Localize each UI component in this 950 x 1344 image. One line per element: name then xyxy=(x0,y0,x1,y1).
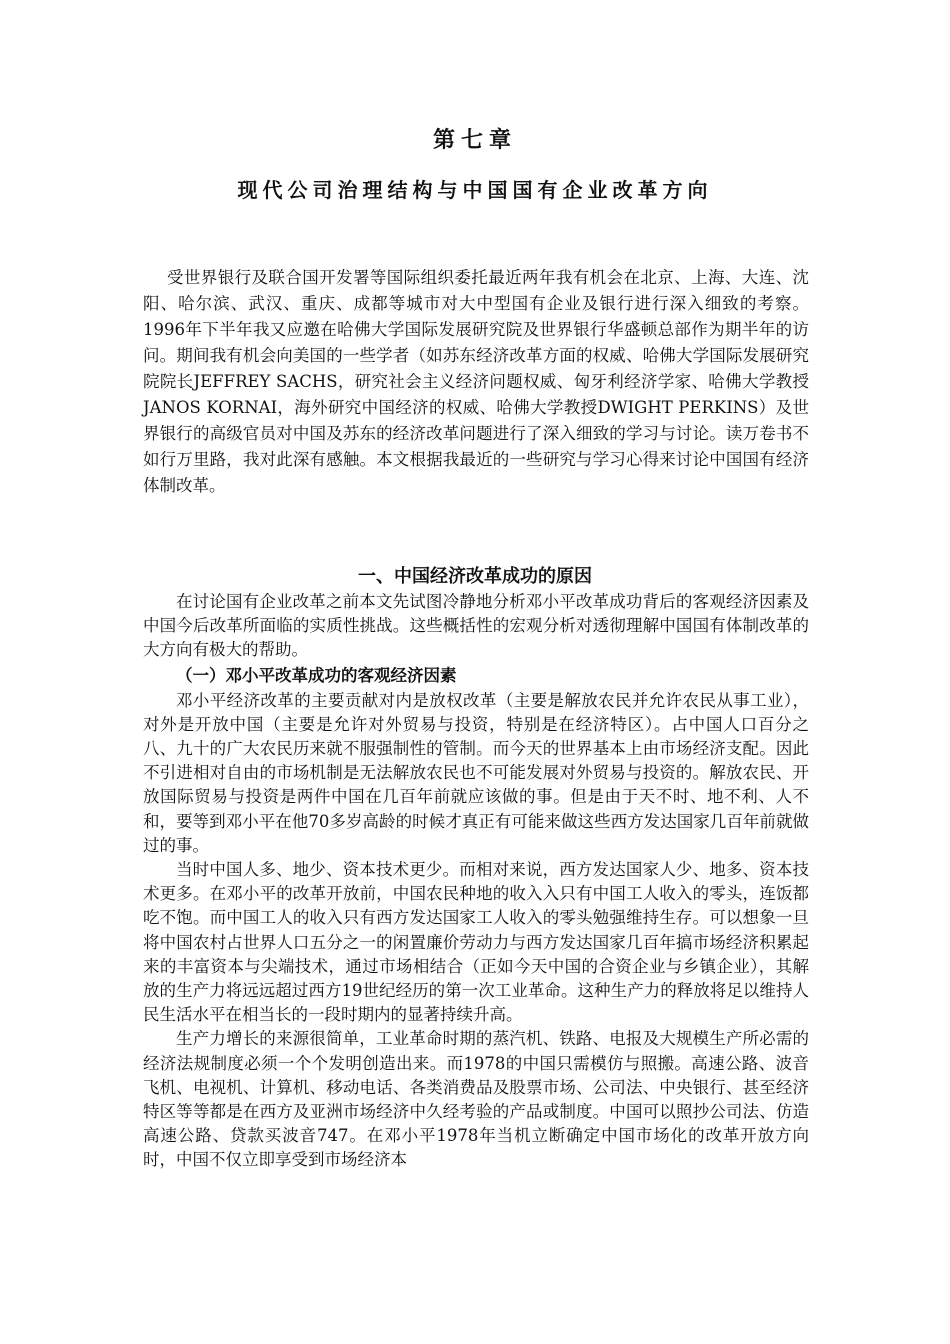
body-paragraph: 在讨论国有企业改革之前本文先试图冷静地分析邓小平改革成功背后的客观经济因素及中国今后改革所面临的实质性挑战。这些概括性的宏观分析对透彻理解中国国有体制改革的大方向有极大的帮助。 xyxy=(143,592,809,660)
subsection-heading: （一）邓小平改革成功的客观经济因素 xyxy=(176,665,457,685)
body-paragraph: 当时中国人多、地少、资本技术更少。而相对来说，西方发达国家人少、地多、资本技术更多。在邓小平的改革开放前，中国农民种地的收入入只有中国工人收入的零头，连饭都吃不饱。而中国工人的收入只有西方发达国家工人收入的零头勉强维持生存。可以想象一旦将中国农村占世界人口五分之一的闲置廉价劳动力与西方发达国家几百年搞市场经济积累起来的丰富资本与尖端技术，通过市场相结合（正如今天中国的合资企业与乡镇企业），其解放的生产力将远远超过西方19世纪经历的第一次工业革命。这种生产力的释放将足以维持人民生活水平在相当长的一段时期内的显著持续升高。 xyxy=(143,860,809,1025)
intro-paragraph: 受世界银行及联合国开发署等国际组织委托最近两年我有机会在北京、上海、大连、沈阳、哈尔滨、武汉、重庆、成都等城市对大中型国有企业及银行进行深入细致的考察。1996年下半年我又应邀在哈佛大学国际发展研究院及世界银行华盛顿总部作为期半年的访问。期间我有机会向美国的一些学者（如苏东经济改革方面的权威、哈佛大学国际发展研究院院长JEFFREY SACHS，研究社会主义经济问题权威、匈牙利经济学家、哈佛大学教授JANOS KORNAI，海外研究中国经济的权威、哈佛大学教授DWIGHT PERKINS）及世界银行的高级官员对中国及苏东的经济改革问题进行了深入细致的学习与讨论。读万卷书不如行万里路，我对此深有感触。本文根据我最近的一些研究与学习心得来讨论中国国有经济体制改革。 xyxy=(143,268,809,495)
body-paragraph: 邓小平经济改革的主要贡献对内是放权改革（主要是解放农民并允许农民从事工业），对外是开放中国（主要是允许对外贸易与投资，特别是在经济特区）。占中国人口百分之八、九十的广大农民历来就不服强制性的管制。而今天的世界基本上由市场经济支配。因此不引进相对自由的市场机制是无法解放农民也不可能发展对外贸易与投资的。解放农民、开放国际贸易与投资是两件中国在几百年前就应该做的事。但是由于天不时、地不利、人不和，要等到邓小平在他70多岁高龄的时候才真正有可能来做这些西方发达国家几百年前就做过的事。 xyxy=(143,690,809,855)
chapter-subtitle: 现代公司治理结构与中国国有企业改革方向 xyxy=(237,178,713,202)
body-paragraph: 生产力增长的来源很简单，工业革命时期的蒸汽机、铁路、电报及大规模生产所必需的经济法规制度必须一个个发明创造出来。而1978的中国只需模仿与照搬。高速公路、波音飞机、电视机、计算机、移动电话、各类消费品及股票市场、公司法、中央银行、甚至经济特区等等都是在西方及亚洲市场经济中久经考验的产品或制度。中国可以照抄公司法、仿造高速公路、贷款买波音747。在邓小平1978年当机立断确定中国市场化的改革开放方向时，中国不仅立即享受到市场经济本 xyxy=(143,1029,809,1170)
chapter-title: 第七章 xyxy=(432,127,517,153)
section-body xyxy=(143,590,809,1173)
section-heading: 一、中国经济改革成功的原因 xyxy=(358,566,592,587)
